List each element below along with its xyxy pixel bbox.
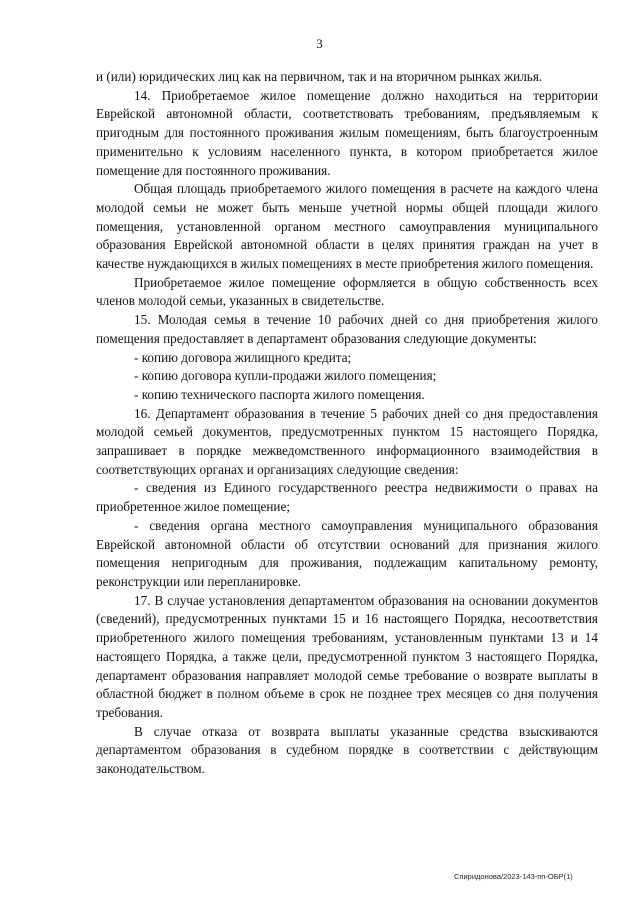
page-number: 3 bbox=[316, 36, 323, 51]
paragraph-continuation: и (или) юридических лиц как на первичном, так и на вторичном рынках жилья. bbox=[96, 69, 543, 84]
list-item-municipal-info: - сведения органа местного самоуправления муниципального образования Еврейской автономной области об отсутствии оснований для признания жилого помещения непригодным для проживания, подлежащим капитальному ремонту, реконструкции или перепланировке. bbox=[96, 517, 598, 589]
list-item-credit-contract: - копию договора жилищного кредита; bbox=[134, 349, 352, 365]
document-reference: Спиридонова/2023-143-пп-ОБР(1) bbox=[454, 872, 573, 881]
paragraph-ownership: Приобретаемое жилое помещение оформляется в общую собственность всех членов молодой семьи, указанных в свидетельстве. bbox=[96, 274, 598, 309]
list-item-technical-passport: - копию технического паспорта жилого помещения. bbox=[134, 386, 425, 402]
document-body bbox=[96, 68, 598, 779]
paragraph-item-14: 14. Приобретаемое жилое помещение должно находиться на территории Еврейской автономной области, соответствовать требованиям, предъявляемым к пригодным для постоянного проживания жилым помещениям, быть благоустроенным применительно к условиям населенного пункта, в котором приобретается жилое помещение для постоянного проживания. bbox=[96, 87, 598, 178]
paragraph-refusal: В случае отказа от возврата выплаты указанные средства взыскиваются департаментом образования в судебном порядке в соответствии с действующим законодательством. bbox=[96, 723, 598, 777]
paragraph-area-norm: Общая площадь приобретаемого жилого помещения в расчете на каждого члена молодой семьи не может быть меньше учетной нормы общей площади жилого помещения, установленной органом местного самоуправления муниципального образования Еврейской автономной области в целях принятия граждан на учет в качестве нуждающихся в жилых помещениях в месте приобретения жилого помещения. bbox=[96, 181, 598, 272]
list-item-sale-contract: - копию договора купли-продажи жилого помещения; bbox=[134, 368, 437, 384]
paragraph-item-16: 16. Департамент образования в течение 5 рабочих дней со дня предоставления молодой семьей документов, предусмотренных пунктом 15 настоящего Порядка, запрашивает в порядке межведомственного информационного взаимодействия в соответствующих органах и организациях следующие сведения: bbox=[96, 405, 598, 477]
paragraph-item-15: 15. Молодая семья в течение 10 рабочих дней со дня приобретения жилого помещения предоставляет в департамент образования следующие документы: bbox=[96, 312, 598, 346]
paragraph-item-17: 17. В случае установления департаментом образования на основании документов (сведений), предусмотренных пунктами 15 и 16 настоящего Порядка, несоответствия приобретенного жилого помещения требованиям, установленным пунктами 13 и 14 настоящего Порядка, а также цели, предусмотренной пунктом 3 настоящего Порядка, департамент образования направляет молодой семье требование о возврате выплаты в областной бюджет в полном объеме в срок не позднее трех месяцев со дня получения требования. bbox=[96, 592, 598, 720]
list-item-registry-info: - сведения из Единого государственного реестра недвижимости о правах на приобретенное жилое помещение; bbox=[96, 480, 598, 515]
